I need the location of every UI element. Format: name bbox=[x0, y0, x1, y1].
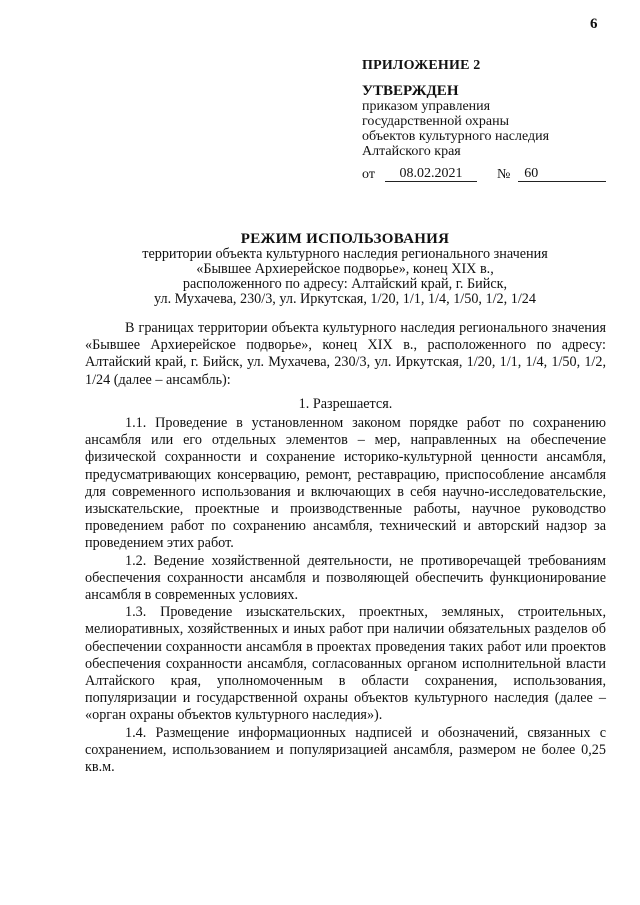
approval-line: Алтайского края bbox=[362, 144, 461, 159]
section-heading: 1. Разрешается. bbox=[298, 395, 393, 412]
title-main: РЕЖИМ ИСПОЛЬЗОВАНИЯ bbox=[240, 231, 450, 247]
number-sign: № bbox=[496, 167, 511, 182]
approval-line: приказом управления bbox=[362, 99, 491, 114]
page-number: 6 bbox=[590, 16, 598, 32]
item-paragraph: 1.2. Ведение хозяйственной деятельности, не противоречащей требованиям обеспечения сохранности ансамбля и позволяющей обеспечить функционирование ансамбля в современных условиях. bbox=[85, 552, 606, 604]
approval-line: государственной охраны bbox=[362, 114, 510, 129]
approval-number: 60 bbox=[518, 166, 606, 182]
appendix-label: ПРИЛОЖЕНИЕ 2 bbox=[362, 58, 481, 73]
date-prefix: от bbox=[362, 167, 375, 182]
item-paragraph: 1.1. Проведение в установленном законом порядке работ по сохранению ансамбля или его отдельных элементов – мер, направленных на обеспечение физической сохранности и сохранение историко-культурной ценности ансамбля, предусматривающих консервацию, ремонт, реставрацию, приспособление ансамбля для современного использования и включающих в себя научно-исследовательские, изыскательские, проектные и производственные работы, научное руководство проведением работ по сохранению ансамбля, технический и авторский надзор за проведением этих работ. bbox=[85, 415, 606, 552]
approval-date: 08.02.2021 bbox=[385, 166, 477, 182]
approval-line: объектов культурного наследия bbox=[362, 129, 550, 144]
title-line: ул. Мухачева, 230/3, ул. Иркутская, 1/20, 1/1, 1/4, 1/50, 1/2, 1/24 bbox=[154, 291, 536, 307]
intro-paragraph: В границах территории объекта культурного наследия регионального значения «Бывшее Архиерейское подворье», конец XIX в., расположенного по адресу: Алтайский край, г. Бийск, ул. Мухачева, 230/3, ул. Иркутская, 1/20, 1/1, 1/4, 1/50, 1/2, 1/24 (далее – ансамбль): bbox=[85, 320, 606, 388]
title-line: расположенного по адресу: Алтайский край, г. Бийск, bbox=[182, 276, 508, 292]
document-body bbox=[85, 320, 606, 776]
item-paragraph: 1.4. Размещение информационных надписей и обозначений, связанных с сохранением, использованием и популяризацией ансамбля, размером не более 0,25 кв.м. bbox=[85, 724, 606, 776]
title-line: «Бывшее Архиерейское подворье», конец XIX в., bbox=[196, 261, 494, 277]
item-paragraph: 1.3. Проведение изыскательских, проектных, земляных, строительных, мелиоративных, хозяйственных и иных работ при наличии обязательных разделов об обеспечении сохранности ансамбля в проектах проведения таких работ или проектов обеспечения сохранности ансамбля, согласованных органом исполнительной власти Алтайского края, уполномоченным в области сохранения, использования, популяризации и государственной охраны объектов культурного наследия (далее – «орган охраны объектов культурного наследия»). bbox=[85, 604, 606, 724]
approval-date-row bbox=[362, 166, 612, 182]
document-title bbox=[100, 232, 590, 307]
approval-block bbox=[362, 58, 612, 182]
title-line: территории объекта культурного наследия регионального значения bbox=[142, 246, 548, 262]
approved-label: УТВЕРЖДЕН bbox=[362, 83, 459, 99]
